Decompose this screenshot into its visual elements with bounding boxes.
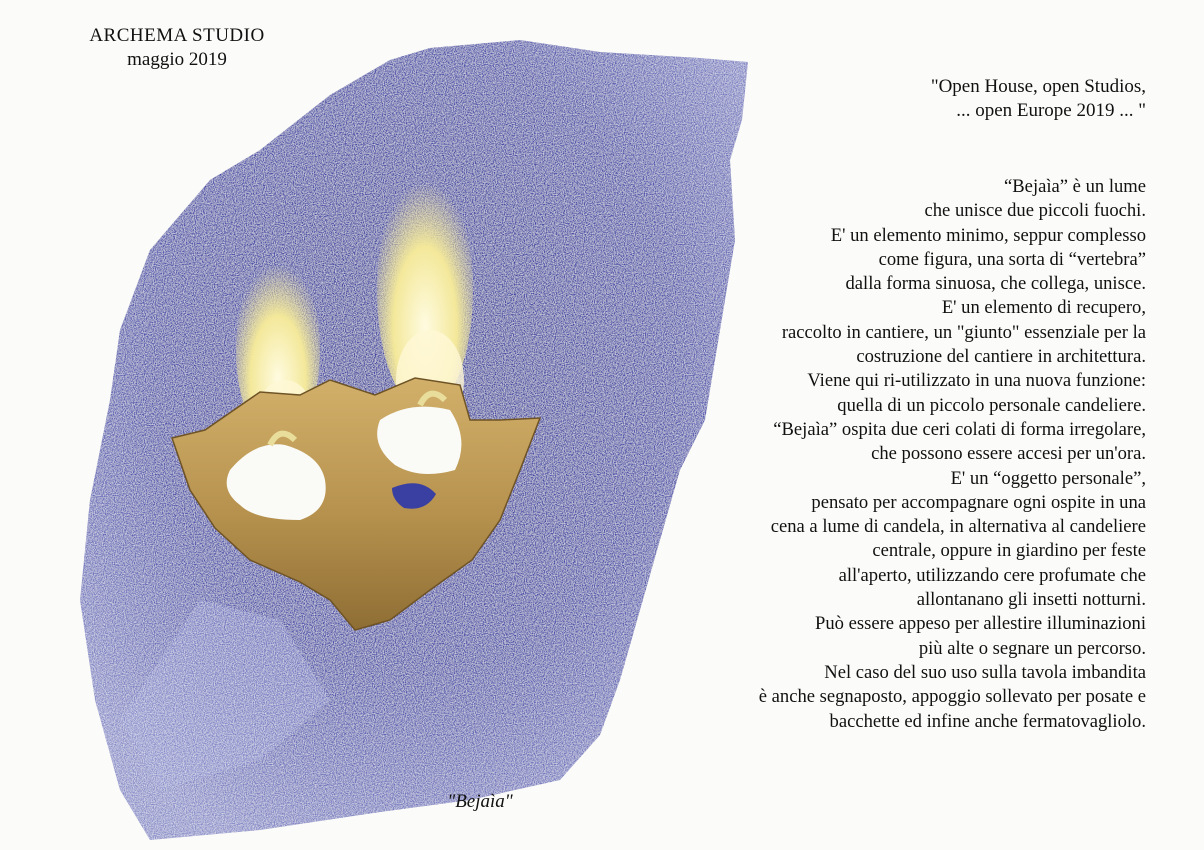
quote-line-1: "Open House, open Studios, [930,76,1146,97]
description-line: come figura, una sorta di “vertebra” [878,248,1146,270]
date-label: maggio 2019 [127,49,227,70]
description-line: E' un elemento minimo, seppur complesso [830,224,1146,246]
description-line: è anche segnaposto, appoggio sollevato per posate e [758,686,1146,708]
description-line: che unisce due piccoli fuochi. [924,200,1146,222]
description-line: “Bejaìa” è un lume [1004,176,1146,197]
quote-line-2: ... open Europe 2019 ... " [956,100,1146,121]
artwork-caption: "Bejaìa" [447,791,513,812]
description-line: che possono essere accesi per un'ora. [871,443,1146,465]
description-line: centrale, oppure in giardino per feste [872,540,1146,562]
studio-name: ARCHEMA STUDIO [89,25,265,46]
description-line: bacchette ed infine anche fermatovagliolo. [829,710,1146,732]
studio-header [62,24,292,72]
event-quote [766,75,1146,123]
description-line: quella di un piccolo personale candeliere. [837,394,1146,416]
description-line: Nel caso del suo uso sulla tavola imbandita [824,661,1146,683]
description-line: all'aperto, utilizzando cere profumate che [838,564,1146,586]
description-line: allontanano gli insetti notturni. [916,589,1146,611]
description-line: Viene qui ri-utilizzato in una nuova funzione: [807,370,1146,392]
description-line: “Bejaìa” ospita due ceri colati di forma irregolare, [773,418,1146,440]
description-line: E' un elemento di recupero, [941,297,1146,319]
description-line: pensato per accompagnare ogni ospite in una [811,491,1146,513]
description-line: costruzione del cantiere in architettura. [856,346,1146,368]
description-text [626,175,1146,734]
description-line: dalla forma sinuosa, che collega, unisce. [845,273,1146,295]
description-line: più alte o segnare un percorso. [918,637,1146,659]
description-line: cena a lume di candela, in alternativa al candeliere [770,516,1146,538]
description-line: E' un “oggetto personale”, [950,467,1146,489]
description-line: raccolto in cantiere, un "giunto" essenziale per la [781,321,1146,343]
description-line: Può essere appeso per allestire illuminazioni [815,613,1146,635]
